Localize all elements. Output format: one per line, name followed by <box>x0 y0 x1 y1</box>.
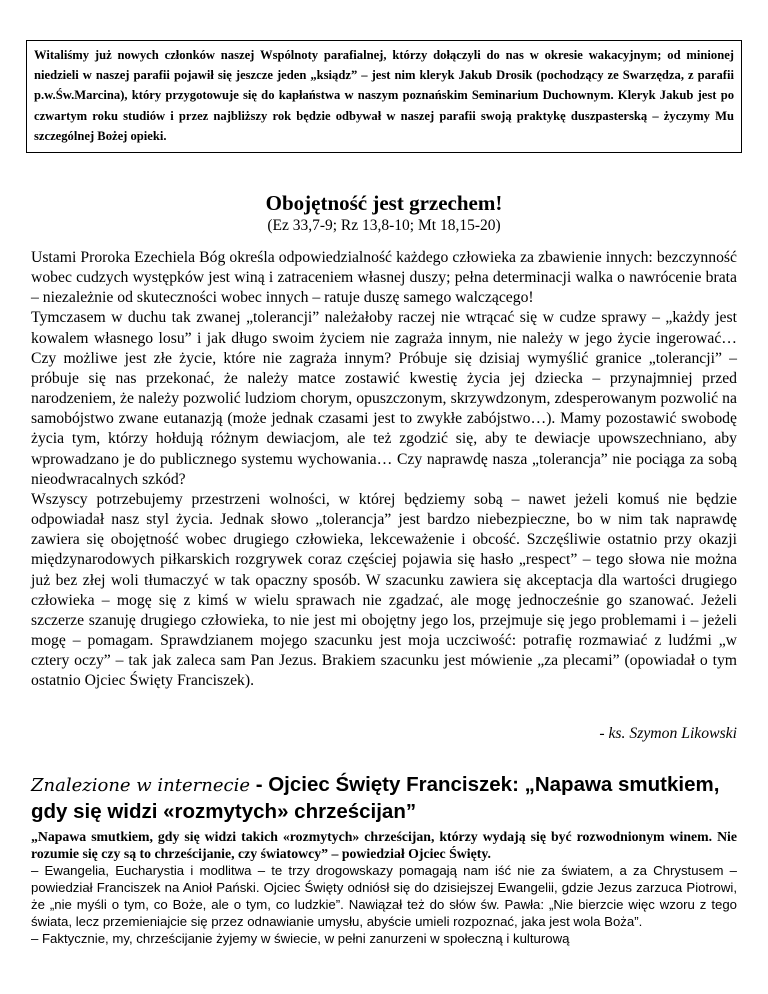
announcement-text: Witaliśmy już nowych członków naszej Wspólnoty parafialnej, którzy dołączyli do nas w okresie wakacyjnym; od minionej niedzieli w naszej parafii pojawił się jeszcze jeden „ksiądz” – jest nim kleryk Jakub Drosik (pochodzący ze Swarzędza, z parafii p.w.Św.Marcina), który przygotowuje się do kapłaństwa w naszym poznańskim Seminarium Duchownym. Kleryk Jakub jest po czwartym roku studiów i przez najbliższy rok będzie odbywał w naszej parafii swoją praktykę duszpasterską – życzymy Mu szczególnej Bożej opieki. <box>34 48 734 143</box>
announcement-box <box>26 40 742 153</box>
article-paragraph: Tymczasem w duchu tak zwanej „tolerancji” należałoby raczej nie wtrącać się w cudze sprawy – „każdy jest kowalem własnego losu” i jak długo swoim życiem nie zagraża innym, nie należy w jego życie ingerować…Czy możliwe jest złe życie, które nie zagraża innym? Próbuje się dzisiaj wymyślić granice „tolerancji” – próbuje się nas przekonać, że należy matce zostawić kwestię życia jej dziecka – przynajmniej przed narodzeniem, że należy pozwolić ludziom chorym, opuszczonym, skrzywdzonym, zdesperowanym pozwolić na samobójstwo zwane eutanazją (może jednak czasami jest to zwykłe zabójstwo…). Mamy pozostawić swobodę życia tym, którzy hołdują różnym dewiacjom, ale też zgodzić się, aby te dewiacje upowszechniano, aby wprowadzano je do publicznego systemu wychowania… Czy naprawdę nasza „tolerancja” nie pociąga za sobą nieodwracalnych szkód? <box>31 309 737 488</box>
section-paragraph: – Faktycznie, my, chrześcijanie żyjemy w świecie, w pełni zanurzeni w społeczną i kulturową <box>31 931 570 946</box>
section-heading <box>31 772 737 825</box>
author-signature: - ks. Szymon Likowski <box>599 725 737 742</box>
section-quote: „Napawa smutkiem, gdy się widzi takich «rozmytych» chrześcijan, którzy wydają się być rozwodnionym winem. Nie rozumie się czy są to chrześcijanie, czy światowcy” – powiedział Ojciec Święty. <box>31 829 737 861</box>
article-paragraph: Ustami Proroka Ezechiela Bóg określa odpowiedzialność każdego człowieka za zbawienie innych: bezczynność wobec cudzych występków jest winą i zatraceniem własnej duszy; pełna determinacji walka o nawrócenie brata – niezależnie od skuteczności wobec innych – ratuje duszę samego walczącego! <box>31 249 737 307</box>
article-title: Obojętność jest grzechem! <box>265 191 503 215</box>
scripture-references: (Ez 33,7-9; Rz 13,8-10; Mt 18,15-20) <box>267 217 501 234</box>
section-lead: Znalezione w internecie <box>31 775 250 796</box>
article-paragraph: Wszyscy potrzebujemy przestrzeni wolności, w której będziemy sobą – nawet jeżeli komuś nie będzie odpowiadał nasz styl życia. Jednak słowo „tolerancja” jest bardzo niebezpieczne, bo w nim tak naprawdę zawiera się obojętność wobec drugiego człowieka, lekceważenie i obcość. Szczęśliwie ostatnio przy okazji międzynarodowych piłkarskich rozgrywek coraz częściej pojawia się hasło „respect” – tego słowa nie można już bez złej woli tłumaczyć w tak opaczny sposób. W szacunku zawiera się akceptacja dla wartości drugiego człowieka – mogę się z kimś w wielu sprawach nie zgadzać, ale mogę jednocześnie go szanować. Jeżeli szczerze szanuję drugiego człowieka, to nie jest mi obojętny jego los, przejmuje się jego problemami i – jeżeli mogę – pomagam. Sprawdzianem mojego szacunku jest moja uczciwość: potrafię rozmawiać z ludźmi „w cztery oczy” – tak jak zaleca sam Pan Jezus. Brakiem szacunku jest mówienie „za plecami” (opowiadał o tym ostatnio Ojciec Święty Franciszek). <box>31 490 737 690</box>
section-title: - Ojciec Święty Franciszek: „Napawa smutkiem, gdy się widzi «rozmytych» chrześcijan” <box>31 773 720 823</box>
article-body <box>31 248 737 691</box>
section-paragraph: – Ewangelia, Eucharystia i modlitwa – te trzy drogowskazy pomagają nam iść nie za światem, a za Chrystusem – powiedział Franciszek na Anioł Pański. Ojciec Święty odniósł się do dzisiejszej Ewangelii, gdzie Jezus zarzuca Piotrowi, że „nie myśli o tym, co Boże, ale o tym, co ludzkie”. Nawiązał też do słów św. Pawła: „Nie bierzcie więc wzoru z tego świata, lecz przemieniajcie się przez odnawianie umysłu, abyście umieli rozpoznać, jaka jest wola Boża”. <box>31 863 737 929</box>
section-body <box>31 862 737 947</box>
